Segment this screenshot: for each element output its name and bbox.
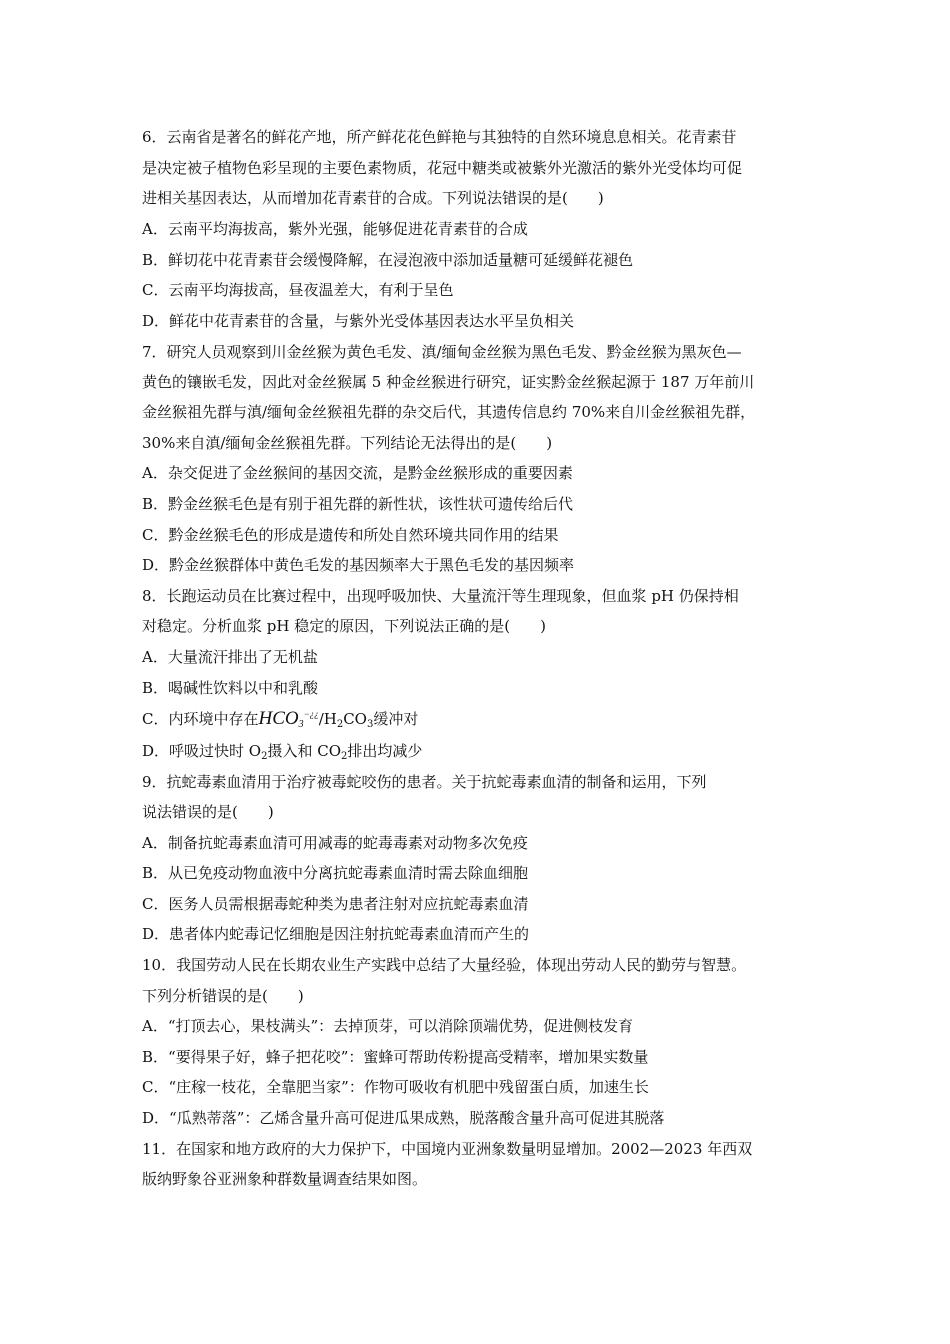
- q8-stem-line-2: 对稳定。分析血浆 pH 稳定的原因，下列说法正确的是( ): [142, 617, 546, 635]
- q6-option-b: B．鲜切花中花青素苷会缓慢降解，在浸泡液中添加适量糖可延缓鲜花褪色: [142, 251, 634, 269]
- q9-stem-line-2: 说法错误的是( ): [142, 803, 274, 821]
- q6-stem-line-1: 6．云南省是著名的鲜花产地，所产鲜花花色鲜艳与其独特的自然环境息息相关。花青素苷: [142, 128, 737, 146]
- q6-option-a: A．云南平均海拔高，紫外光强，能够促进花青素苷的合成: [142, 220, 528, 238]
- q8-option-d-part-1: D．呼吸过快时 O: [142, 742, 262, 760]
- q8-option-d-part-3: 排出均减少: [347, 742, 423, 760]
- h-text: /H: [318, 710, 337, 728]
- q10-option-b: B．“要得果子好，蜂子把花咬”：蜜蜂可帮助传粉提高受精率，增加果实数量: [142, 1048, 649, 1066]
- q6-option-c: C．云南平均海拔高，昼夜温差大，有利于呈色: [142, 281, 454, 299]
- hco-subscript: 3: [298, 719, 304, 730]
- co-subscript: 3: [366, 719, 374, 730]
- co-text: CO: [343, 710, 367, 728]
- q6-option-d: D．鲜花中花青素苷的含量，与紫外光受体基因表达水平呈负相关: [142, 312, 575, 330]
- q8-option-c: [142, 706, 822, 732]
- co2-subscript: 2: [341, 751, 348, 762]
- q8-option-b: B．喝碱性饮料以中和乳酸: [142, 679, 319, 697]
- o2-subscript: 2: [261, 751, 268, 762]
- q11-stem-line-1: 11．在国家和地方政府的大力保护下，中国境内亚洲象数量明显增加。2002—2023 年西双: [142, 1140, 753, 1158]
- q7-option-b: B．黔金丝猴毛色是有别于祖先群的新性状，该性状可遗传给后代: [142, 495, 574, 513]
- q7-stem-line-4: 30%来自滇/缅甸金丝猴祖先群。下列结论无法得出的是( ): [142, 434, 553, 452]
- q7-option-c: C．黔金丝猴毛色的形成是遗传和所处自然环境共同作用的结果: [142, 526, 559, 544]
- q8-stem-line-1: 8．长跑运动员在比赛过程中，出现呼吸加快、大量流汗等生理现象，但血浆 pH 仍保持相: [142, 587, 739, 605]
- q8-option-c-prefix: C．内环境中存在: [142, 710, 259, 728]
- h-subscript: 2: [336, 719, 344, 730]
- q9-stem-line-1: 9．抗蛇毒素血清用于治疗被毒蛇咬伤的患者。关于抗蛇毒素血清的制备和运用，下列: [142, 773, 707, 791]
- q9-option-a: A．制备抗蛇毒素血清可用减毒的蛇毒毒素对动物多次免疫: [142, 834, 528, 852]
- hco-text: HCO: [258, 708, 299, 729]
- q7-stem-line-1: 7．研究人员观察到川金丝猴为黄色毛发、滇/缅甸金丝猴为黑色毛发、黔金丝猴为黑灰色—: [142, 343, 742, 361]
- q8-option-a: A．大量流汗排出了无机盐: [142, 648, 318, 666]
- q7-stem-line-2: 黄色的镶嵌毛发，因此对金丝猴属 5 种金丝猴进行研究，证实黔金丝猴起源于 187 万年前川: [142, 373, 755, 391]
- q6-stem-line-3: 进相关基因表达，从而增加花青素苷的合成。下列说法错误的是( ): [142, 189, 604, 207]
- q9-option-b: B．从已免疫动物血液中分离抗蛇毒素血清时需去除血细胞: [142, 864, 529, 882]
- q10-stem-line-2: 下列分析错误的是( ): [142, 987, 304, 1005]
- q7-option-d: D．黔金丝猴群体中黄色毛发的基因频率大于黑色毛发的基因频率: [142, 556, 575, 574]
- q7-option-a: A．杂交促进了金丝猴间的基因交流，是黔金丝猴形成的重要因素: [142, 464, 573, 482]
- q10-option-d: D．“瓜熟蒂落”：乙烯含量升高可促进瓜果成熟，脱落酸含量升高可促进其脱落: [142, 1109, 665, 1127]
- q11-stem-line-2: 版纳野象谷亚洲象种群数量调查结果如图。: [142, 1170, 428, 1188]
- q9-option-c: C．医务人员需根据毒蛇种类为患者注射对应抗蛇毒素血清: [142, 895, 529, 913]
- q8-option-c-suffix: 缓冲对: [373, 710, 419, 728]
- q9-option-d: D．患者体内蛇毒记忆细胞是因注射抗蛇毒素血清而产生的: [142, 925, 530, 943]
- q8-option-d: [142, 741, 822, 763]
- bicarbonate-formula: [258, 708, 318, 729]
- q10-option-a: A．“打顶去心，果枝满头”：去掉顶芽，可以消除顶端优势，促进侧枝发育: [142, 1017, 634, 1035]
- q6-stem-line-2: 是决定被子植物色彩呈现的主要色素物质，花冠中糖类或被紫外光激活的紫外光受体均可促: [142, 159, 743, 177]
- q7-stem-line-3: 金丝猴祖先群与滇/缅甸金丝猴祖先群的杂交后代，其遗传信息约 70%来自川金丝猴祖先群，: [142, 403, 756, 421]
- q8-option-d-part-2: 摄入和 CO: [267, 742, 342, 760]
- q10-stem-line-1: 10．我国劳动人民在长期农业生产实践中总结了大量经验，体现出劳动人民的勤劳与智慧。: [142, 956, 747, 974]
- hco-superscript: −¿¿: [303, 709, 319, 719]
- q10-option-c: C．“庄稼一枝花，全靠肥当家”：作物可吸收有机肥中残留蛋白质，加速生长: [142, 1078, 649, 1096]
